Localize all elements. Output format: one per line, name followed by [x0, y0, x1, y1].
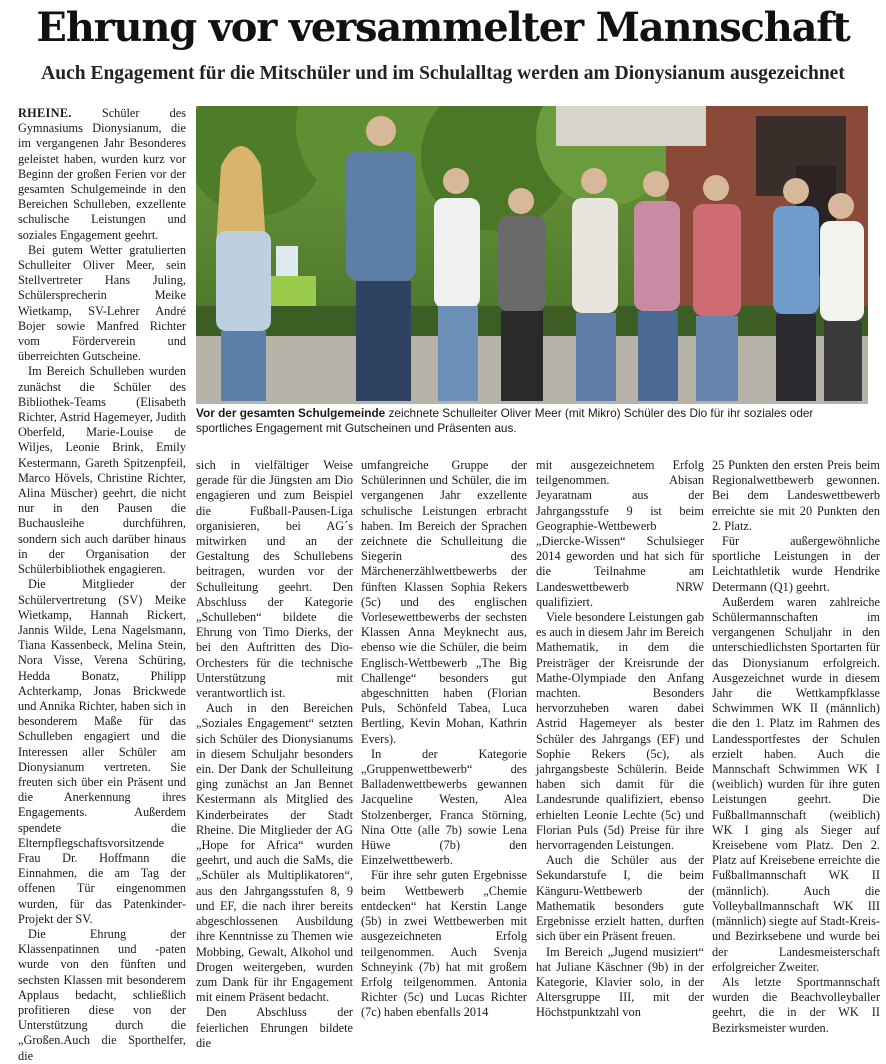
paragraph: Auch die Schüler aus der Sekundarstufe I, die beim Känguru-Wettbewerb der Mathematik besonders gute Ergebnisse erzielt hatten, durften sich über ein Präsent freuen.: [536, 853, 704, 944]
paragraph: umfangreiche Gruppe der Schülerinnen und Schüler, die im vergangenen Jahr exzellente schulische Leistungen erbracht haben. Im Bereich der Sprachen zeichnete die Schulleitung die Siegerin des Märchenerzählwettbewerbs der fünften Klassen Sophia Rekers (5c) und des englischen Vorlesewettbewerbs der sechsten Klassen Anna Meyknecht aus, ebenso wie die Schüler, die beim Englisch-Wettbewerb „The Big Challenge“ besonders gut abgeschnitten haben (Florian Puls, Schönfeld Tabea, Luca Bertling, Kevin Mohan, Kathrin Evers).: [361, 458, 527, 746]
photo-caption: [196, 406, 868, 436]
paragraph: Die Mitglieder der Schülervertretung (SV) Meike Wietkamp, Hannah Rickert, Jannis Wilde, Lena Nagelsmann, Tiana Kassenbeck, Melina Stein, Nora Visse, Verena Schüring, Hedda Bonatz, Philipp Achterkamp, Jonas Brickwede und Annika Richter, haben sich in besonderem Maße für das Schulleben engagiert und die Interessen aller Schüler am Dionysianum vertreten. Sie freuten sich über ein Präsent und die Anerkennung ihres Engagements. Außerdem spendete die Elternpflegschaftsvorsitzende Frau Dr. Hoffmann die Einnahmen, die am Tag der offenen Tür eingenommen wurden, für das Patenkinder-Projekt der SV.: [18, 577, 186, 926]
paragraph: Den Abschluss der feierlichen Ehrungen bildete die: [196, 1005, 353, 1050]
paragraph: Auch in den Bereichen „Soziales Engagement“ setzten sich Schüler des Dionysianums in diesem Schuljahr besonders ein. Der Dank der Schulleitung ging zunächst an Jan Bennet Kestermann als Mitglied des Kinderbeirates der Stadt Rheine. Die Mitglieder der AG „Hope for Africa“ wurden geehrt, und auch die SaMs, die „Schüler als Multiplikatoren“, aus den Jahrgangsstufen 8, 9 und EF, die nach ihrer bereits abgeschlossenen Ausbildung ihre Kenntnisse zu Themen wie Mobbing, Gewalt, Alkohol und Drogen weitergeben, wurden zum Dank für ihr Engagement mit einem Präsent bedacht.: [196, 701, 353, 1005]
paragraph: Für ihre sehr guten Ergebnisse beim Wettbewerb „Chemie entdecken“ hat Kerstin Lange (5b) in zwei Wettbewerben mit ausgezeichneten Erfolg teilgenommen. Auch Svenja Schneyink (7b) hat mit großem Erfolg teilgenommen. Antonia Richter (5c) und Lucas Richter (7c) haben ebenfalls 2014: [361, 868, 527, 1020]
paragraph: Im Bereich Schulleben wurden zunächst die Schüler des Bibliothek-Teams (Elisabeth Richter, Astrid Hagemeyer, Judith Oberfeld, Marie-Louise de Wiljes, Leonie Brink, Emily Kestermann, Gareth Spitzenpfeil, Marco Hövels, Christine Richter, Alina Müscher) geehrt, die nicht nur in den Pausen die Buchausleihe durchführen, sondern sich auch darüber hinaus in der Organisation der Schülerbibliothek engagieren.: [18, 364, 186, 577]
paragraph: Viele besondere Leistungen gab es auch in diesem Jahr im Bereich Mathematik, in dem die Preisträger der Kreisrunde der Mathe-Olympiade den Anfang machten. Besonders hervorzuheben waren dabei Astrid Hagemeyer als bester Schüler des Jahrgangs (EF) und Sophie Rekers (5c), als jahrgangsbeste Schülerin. Beide haben sich damit für die Landesrunde qualifiziert, ebenso erhielten Leonie Lechte (5c) und Florian Puls (5d) Preise für ihre hervorragenden Leistungen.: [536, 610, 705, 853]
paragraph: 25 Punkten den ersten Preis beim Regionalwettbewerb gewonnen. Bei dem Landeswettbewerb erreichte sie mit 20 Punkten den 2. Platz.: [712, 458, 880, 533]
paragraph: Außerdem waren zahlreiche Schülermannschaften im vergangenen Schuljahr in den unterschiedlichsten Sportarten für das Dionysianum erfolgreich. Ausgezeichnet wurde in diesem Jahr die Wettkampfklasse Schwimmen WK II (männlich) die den 1. Platz im Rahmen des Landessportfestes der Schulen erzielt haben. Auch die Mannschaft Schwimmen WK I (weiblich) wurden für ihre guten Leistungen geehrt. Die Fußballmannschaft (weiblich) WK I ging als Sieger auf Kreisebene vom Platz. Den 2. Platz auf Kreisebene erreichte die Fußballmannschaft WK II (männlich). Auch die Volleyballmannschaft WK III (männlich) siegte auf Stadt-Kreis-und Bezirksebene und wurde bei der Landesmeisterschaft erfolgreicher Zweiter.: [712, 594, 880, 974]
paragraph: Im Bereich „Jugend musiziert“ hat Juliane Käschner (9b) in der Kategorie, Klavier solo, in der Altersgruppe III, mit der Höchstpunktzahl von: [536, 944, 704, 1020]
subheadline: Auch Engagement für die Mitschüler und im Schulalltag werden am Dionysianum ausgezeichnet: [41, 63, 845, 84]
paragraph: In der Kategorie „Gruppenwettbewerb“ des Balladenwettbewerbs gewannen Jacqueline Westen, Alea Stolzenberger, Franca Störning, Nina Otte (alle 7b) sowie Lena Hüwe (7b) den Einzelwettbewerb.: [361, 746, 527, 868]
article-column-1: [18, 106, 186, 1064]
headline: Ehrung vor versammelter Mannschaft: [36, 4, 850, 51]
article-column-4: [536, 458, 704, 1021]
dateline: RHEINE.: [18, 106, 72, 120]
paragraph: mit ausgezeichnetem Erfolg teilgenommen. Abisan Jeyaratnam aus der Jahrgangsstufe 9 ist beim Geographie-Wettbewerb „Diercke-Wissen“ Schulsieger 2014 geworden und hat sich für die Teilnahme am Landeswettbewerb NRW qualifiziert.: [536, 458, 704, 609]
article-column-3: [361, 458, 527, 1021]
caption-lead: Vor der gesamten Schulgemeinde: [196, 406, 386, 420]
group-photo: [196, 106, 868, 404]
paragraph: Als letzte Sportmannschaft wurden die Beachvolleyballer geehrt, die in der WK II Bezirksmeister wurden.: [712, 974, 880, 1035]
paragraph: sich in vielfältiger Weise gerade für die Jüngsten am Dio engagieren und zum Beispiel die Fußball-Pausen-Liga organisieren, bei AG´s mitwirken und an der Gestaltung des Schullebens beitragen, wurden vor der Schulleitung geehrt. Den Abschluss der Kategorie „Schulleben“ bildete die Ehrung von Timo Dierks, der bei den Auftritten des Dio-Orchesters für die technische Unterstützung mit verantwortlich ist.: [196, 458, 353, 701]
article-column-5: [712, 458, 880, 1036]
article-column-2: [196, 458, 353, 1051]
paragraph: [18, 106, 186, 243]
caption-text: zeichnete Schulleiter Oliver Meer (mit Mikro) Schüler des Dio für ihr soziales oder sportliches Engagement mit Gutscheinen und Präsenten aus.: [196, 406, 814, 435]
paragraph: Die Ehrung der Klassenpatinnen und -paten wurde von den fünften und sechsten Klassen mit besonderem Applaus bedacht, schließlich profitieren diese von der Unterstützung durch die „Großen.Auch die Sporthelfer, die: [18, 926, 186, 1063]
paragraph: Bei gutem Wetter gratulierten Schulleiter Oliver Meer, sein Stellvertreter Hans Juling, Schülersprecherin Meike Wietkamp, SV-Lehrer André Bojer sowie Manfred Richter vom Förderverein und überreichten Gutscheine.: [18, 242, 186, 364]
paragraph-text: Schüler des Gymnasiums Dionysianum, die im vergangenen Jahr Besonderes geleistet haben, wurden kurz vor Beginn der großen Ferien vor der gesamten Schulgemeinde in den Bereichen Schulleben, exzellente schulische Leistungen und soziales Engagement geehrt.: [18, 106, 186, 242]
paragraph: Für außergewöhnliche sportliche Leistungen in der Leichtathletik wurde Hendrike Determann (Q1) geehrt.: [712, 534, 880, 594]
